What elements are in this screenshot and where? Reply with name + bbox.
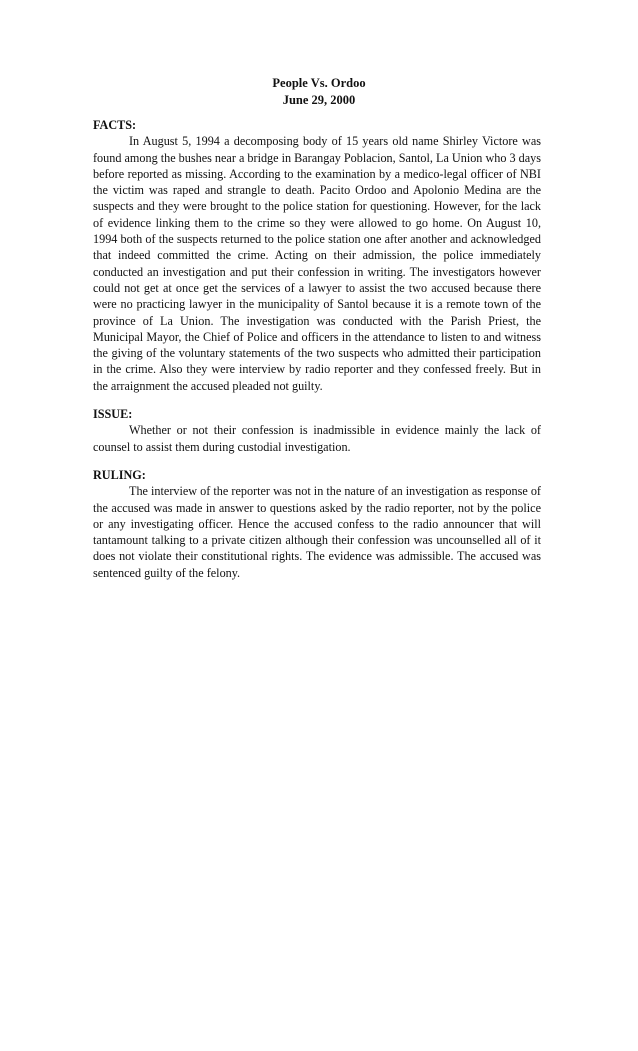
issue-body: Whether or not their confession is inadmissible in evidence mainly the lack of counsel to assist them during custodial investigation. — [93, 423, 541, 454]
document-content — [93, 117, 541, 593]
case-title: People Vs. Ordoo — [272, 76, 366, 90]
case-date: June 29, 2000 — [282, 93, 356, 107]
facts-section — [93, 117, 541, 394]
ruling-body: The interview of the reporter was not in the nature of an investigation as response of the accused was made in answer to questions asked by the radio reporter, not by the police or any investigating officer. Hence the accused confess to the radio announcer that will tantamount talking to a private citizen although their confession was uncounselled all of it does not violate their constitutional rights. The evidence was admissible. The accused was sentenced guilty of the felony. — [93, 484, 541, 580]
ruling-section — [93, 467, 541, 581]
facts-body: In August 5, 1994 a decomposing body of 15 years old name Shirley Victore was found among the bushes near a bridge in Barangay Poblacion, Santol, La Union who 3 days before reported as missing. According to the examination by a medico-legal officer of NBI the victim was raped and strangle to death. Pacito Ordoo and Apolonio Medina are the suspects and they were brought to the police station for questioning. However, for the lack of evidence linking them to the crime so they were allowed to go home. On August 10, 1994 both of the suspects returned to the police station one after another and acknowledged that indeed committed the crime. Acting on their admission, the police immediately conducted an investigation and put their confession in writing. The investigators however could not get at once get the services of a lawyer to assist the two accused because there were no practicing lawyer in the municipality of Santol because it is a remote town of the province of La Union. The investigation was conducted with the Parish Priest, the Municipal Mayor, the Chief of Police and officers in the attendance to listen to and witness the giving of the voluntary statements of the two suspects who admitted their participation in the crime. Also they were interview by radio reporter and they confessed freely. But in the arraignment the accused pleaded not guilty. — [93, 134, 541, 393]
issue-heading: ISSUE: — [93, 407, 133, 422]
facts-heading: FACTS: — [93, 118, 137, 132]
ruling-heading: RULING: — [93, 467, 146, 482]
document-header — [0, 75, 638, 109]
issue-section — [93, 406, 541, 455]
